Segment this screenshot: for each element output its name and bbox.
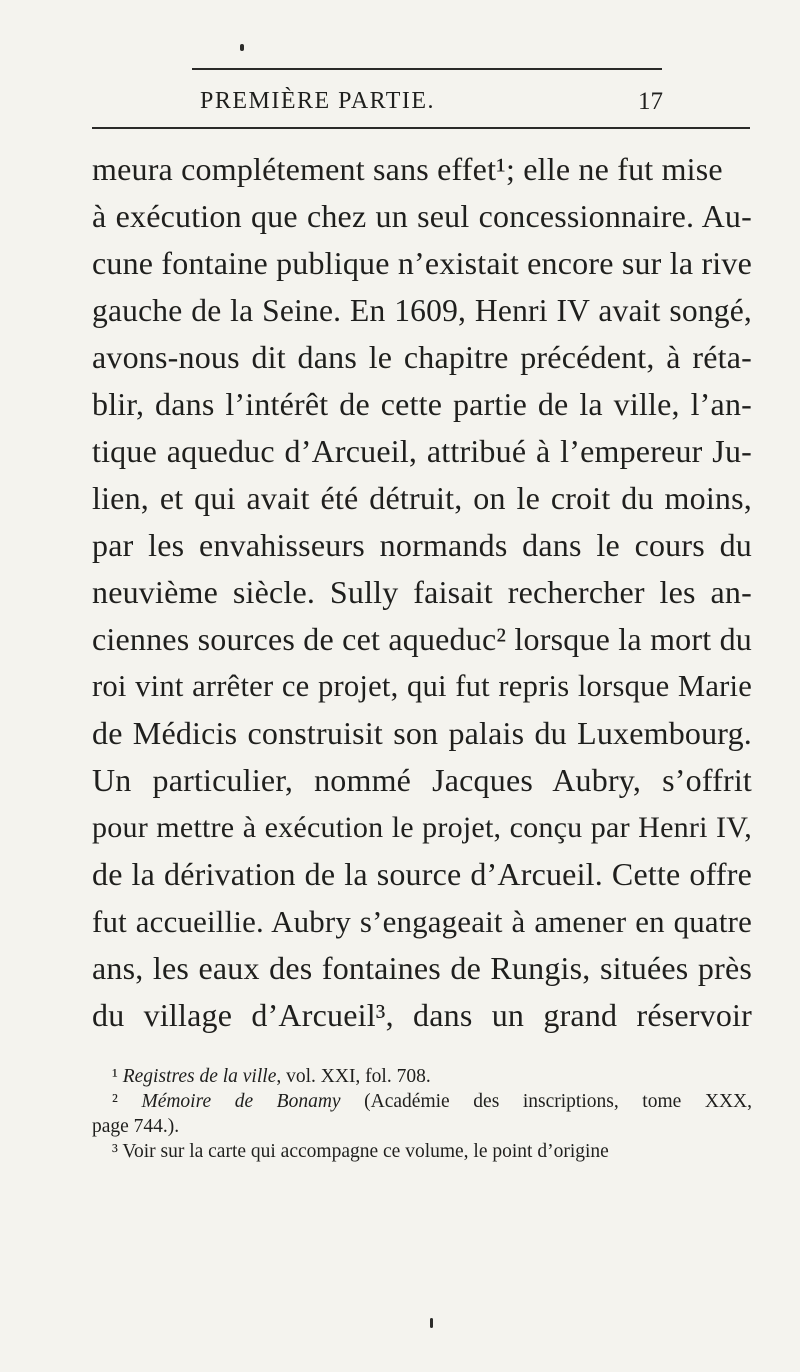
footnote-source-title: Mémoire de Bonamy [141, 1091, 341, 1112]
footnote-text: (Académie des inscriptions, tome XXX, [340, 1091, 753, 1112]
footnote-marker: ³ [112, 1141, 118, 1162]
body-line: du village d’Arcueil³, dans un grand réservoir [92, 997, 752, 1033]
body-line: blir, dans l’intérêt de cette partie de la ville, l’an- [92, 386, 752, 422]
footnote-3 [92, 1139, 752, 1164]
body-line: de Médicis construisit son palais du Luxembourg. [92, 715, 752, 751]
body-line: neuvième siècle. Sully faisait rechercher les an- [92, 574, 752, 610]
running-head: PREMIÈRE PARTIE. [200, 88, 436, 114]
body-line: fut accueillie. Aubry s’engageait à amener en quatre [92, 904, 752, 939]
body-line: de la dérivation de la source d’Arcueil. Cette offre [92, 856, 752, 892]
footnote-2 [92, 1089, 752, 1114]
body-line: meura complétement sans effet¹; elle ne fut mise [92, 151, 723, 187]
footnote-marker: ² [112, 1091, 118, 1112]
body-line: à exécution que chez un seul concessionnaire. Au- [92, 198, 752, 234]
footnote-2-continuation: page 744.). [92, 1116, 180, 1137]
body-line: tique aqueduc d’Arcueil, attribué à l’empereur Ju- [92, 433, 752, 469]
ink-speck [430, 1318, 433, 1328]
footnote-text: , vol. XXI, fol. 708. [276, 1066, 431, 1087]
body-line: avons-nous dit dans le chapitre précédent, à réta- [92, 339, 752, 375]
body-line: lien, et qui avait été détruit, on le croit du moins, [92, 480, 752, 516]
body-text [92, 146, 752, 1039]
body-line: pour mettre à exécution le projet, conçu par Henri IV, [92, 810, 752, 844]
top-rule [192, 68, 662, 70]
body-line: ans, les eaux des fontaines de Rungis, situées près [92, 950, 752, 986]
body-line: gauche de la Seine. En 1609, Henri IV avait songé, [92, 293, 752, 328]
footnote-marker: ¹ [112, 1066, 118, 1087]
footnote-text: Voir sur la carte qui accompagne ce volume, le point d’origine [117, 1141, 609, 1162]
body-line: par les envahisseurs normands dans le cours du [92, 527, 752, 563]
footnote-1 [92, 1064, 752, 1089]
ink-speck [240, 44, 244, 51]
body-line: cune fontaine publique n’existait encore sur la rive [92, 245, 752, 281]
body-line: Un particulier, nommé Jacques Aubry, s’offrit [92, 762, 752, 798]
header-rule [92, 127, 750, 129]
body-line: ciennes sources de cet aqueduc² lorsque la mort du [92, 621, 752, 657]
body-line: roi vint arrêter ce projet, qui fut repris lorsque Marie [92, 669, 752, 703]
footnote-source-title: Registres de la ville [122, 1066, 277, 1087]
footnotes [92, 1064, 752, 1164]
page-number: 17 [638, 88, 663, 115]
